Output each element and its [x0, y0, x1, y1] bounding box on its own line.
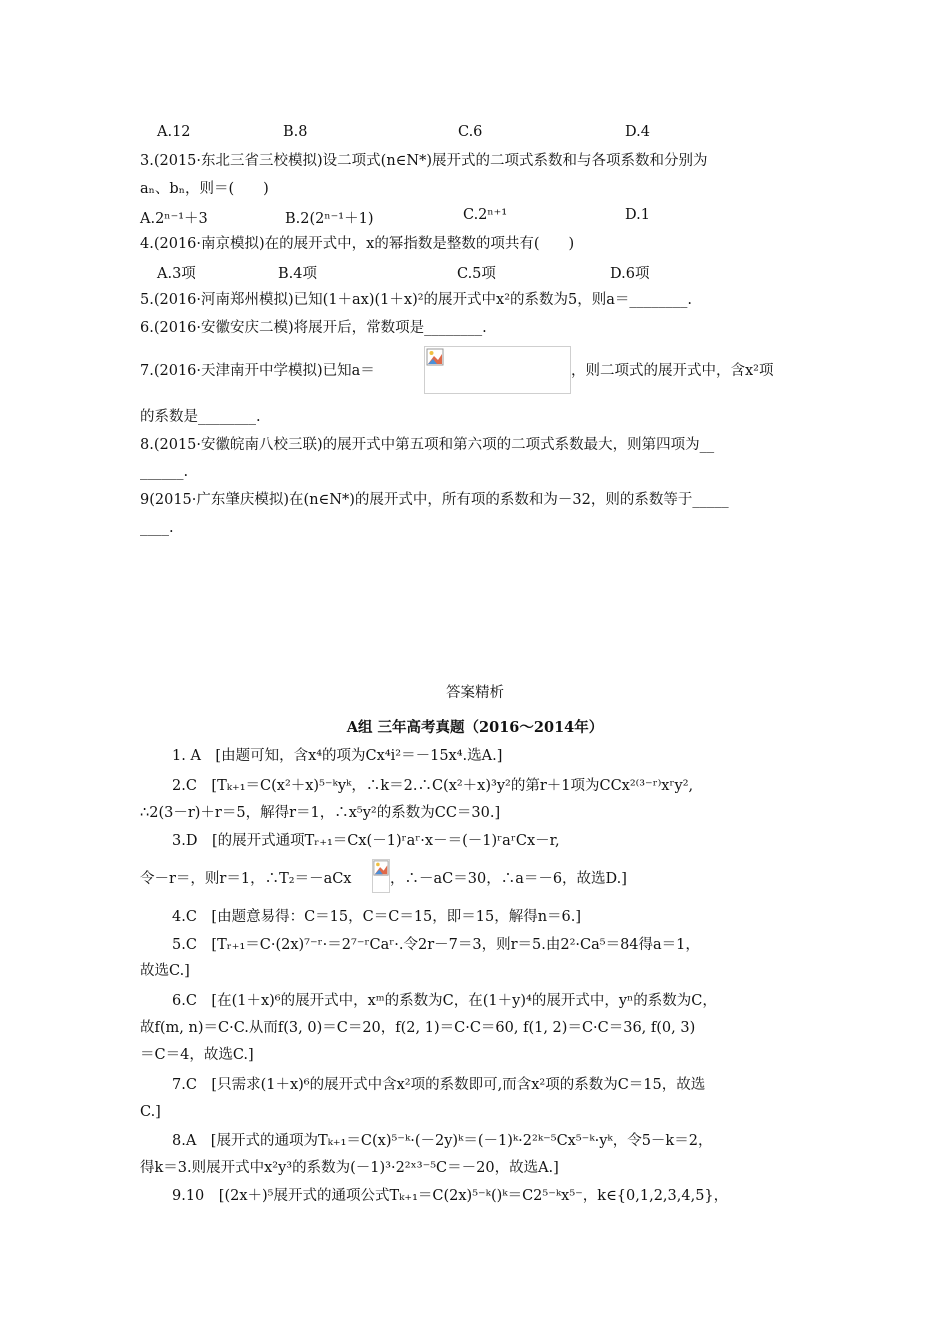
answer-1: 1. A [由题可知，含x⁴的项为Cx⁴i²＝－15x⁴.选A.]: [172, 748, 503, 764]
group-title: A组 三年高考真题（2016～2014年）: [346, 719, 604, 736]
q7-stem-part1: 7.(2016·天津南开中学模拟)已知a＝: [140, 363, 375, 379]
q4-option-c: C.5项: [457, 266, 496, 282]
answer-5-line1: 5.C [Tᵣ₊₁＝C·(2x)⁷⁻ʳ·＝2⁷⁻ʳCaʳ·.令2r－7＝3，则r＝5.由2²·Ca⁵＝84得a＝1，: [172, 937, 700, 953]
answer-6-line2: 故f(m, n)＝C·C.从而f(3, 0)＝C＝20，f(2, 1)＝C·C＝60, f(1, 2)＝C·C＝36, f(0, 3): [140, 1020, 696, 1036]
q9-stem-line2: ____.: [140, 520, 174, 536]
answer-2-line2: ∴2(3－r)＋r＝5，解得r＝1，∴x⁵y²的系数为CC＝30.]: [140, 805, 501, 821]
q5-stem: 5.(2016·河南郑州模拟)已知(1＋ax)(1＋x)²的展开式中x²的系数为5，则a＝________.: [140, 292, 693, 308]
broken-image-icon: [426, 348, 444, 366]
q4-option-b: B.4项: [278, 266, 317, 282]
q3-option-d: D.1: [625, 207, 650, 223]
q2-option-d: D.4: [625, 124, 650, 140]
q3-option-c: C.2ⁿ⁺¹: [463, 207, 508, 223]
q8-stem-line1: 8.(2015·安徽皖南八校三联)的展开式中第五项和第六项的二项式系数最大，则第四项为__: [140, 437, 715, 453]
q2-option-a: A.12: [157, 124, 191, 140]
answer-3-line2-part1: 令－r＝，则r＝1，∴T₂＝－aCx: [140, 871, 352, 887]
q4-stem: 4.(2016·南京模拟)在的展开式中，x的幂指数是整数的项共有( ): [140, 236, 575, 252]
q2-option-c: C.6: [458, 124, 483, 140]
answer-7-line1: 7.C [只需求(1＋x)⁶的展开式中含x²项的系数即可,而含x²项的系数为C＝15，故选: [172, 1077, 706, 1093]
answer-4: 4.C [由题意易得：C＝15，C＝C＝15，即＝15，解得n＝6.]: [172, 909, 582, 925]
broken-image-placeholder-small: [372, 859, 390, 893]
q7-stem-part2: ，则二项式的展开式中，含x²项: [571, 363, 774, 379]
q3-stem-line1: 3.(2015·东北三省三校模拟)设二项式(n∈N*)展开式的二项式系数和与各项系数和分别为: [140, 153, 708, 169]
answer-6-line3: ＝C＝4，故选C.]: [140, 1047, 254, 1063]
q7-stem-part3: 的系数是________.: [140, 409, 261, 425]
answer-8-line2: 得k＝3.则展开式中x²y³的系数为(－1)³·2²ˣ³⁻⁵C＝－20，故选A.]: [140, 1160, 559, 1176]
broken-image-placeholder: [424, 346, 571, 394]
q3-option-a: A.2ⁿ⁻¹＋3: [140, 211, 208, 227]
q8-stem-line2: ______.: [140, 464, 189, 480]
answers-title: 答案精析: [446, 685, 504, 701]
q6-stem: 6.(2016·安徽安庆二模)将展开后，常数项是________.: [140, 320, 487, 336]
answer-3-line2-part2: ，∴－aC＝30，∴a＝－6，故选D.]: [390, 871, 627, 887]
answer-8-line1: 8.A [展开式的通项为Tₖ₊₁＝C(x)⁵⁻ᵏ·(－2y)ᵏ＝(－1)ᵏ·2²ᵏ⁻⁵Cx⁵⁻ᵏ·yᵏ，令5－k＝2，: [172, 1133, 713, 1149]
q2-option-b: B.8: [283, 124, 308, 140]
q9-stem-line1: 9(2015·广东肇庆模拟)在(n∈N*)的展开式中，所有项的系数和为－32，则的系数等于_____: [140, 492, 729, 508]
answer-6-line1: 6.C [在(1＋x)⁶的展开式中，xᵐ的系数为C，在(1＋y)⁴的展开式中，yⁿ的系数为C，: [172, 993, 717, 1009]
answer-9-line1: 9.10 [(2x＋)⁵展开式的通项公式Tₖ₊₁＝C(2x)⁵⁻ᵏ()ᵏ＝C2⁵⁻ᵏx⁵⁻，k∈{0,1,2,3,4,5}，: [172, 1188, 729, 1204]
q3-stem-line2: aₙ、bₙ，则＝( ): [140, 181, 269, 197]
answer-7-line2: C.]: [140, 1104, 161, 1120]
answer-3-line1: 3.D [的展开式通项Tᵣ₊₁＝Cx(－1)ʳaʳ·x－＝(－1)ʳaʳCx－r,: [172, 833, 560, 849]
answer-2-line1: 2.C [Tₖ₊₁＝C(x²＋x)⁵⁻ᵏyᵏ，∴k＝2.∴C(x²＋x)³y²的第r＋1项为CCx²⁽³⁻ʳ⁾xʳy²,: [172, 778, 694, 794]
answer-5-line2: 故选C.]: [140, 963, 190, 979]
q4-option-a: A.3项: [157, 266, 196, 282]
q3-option-b: B.2(2ⁿ⁻¹＋1): [285, 211, 374, 227]
broken-image-icon: [373, 860, 389, 876]
q4-option-d: D.6项: [610, 266, 650, 282]
